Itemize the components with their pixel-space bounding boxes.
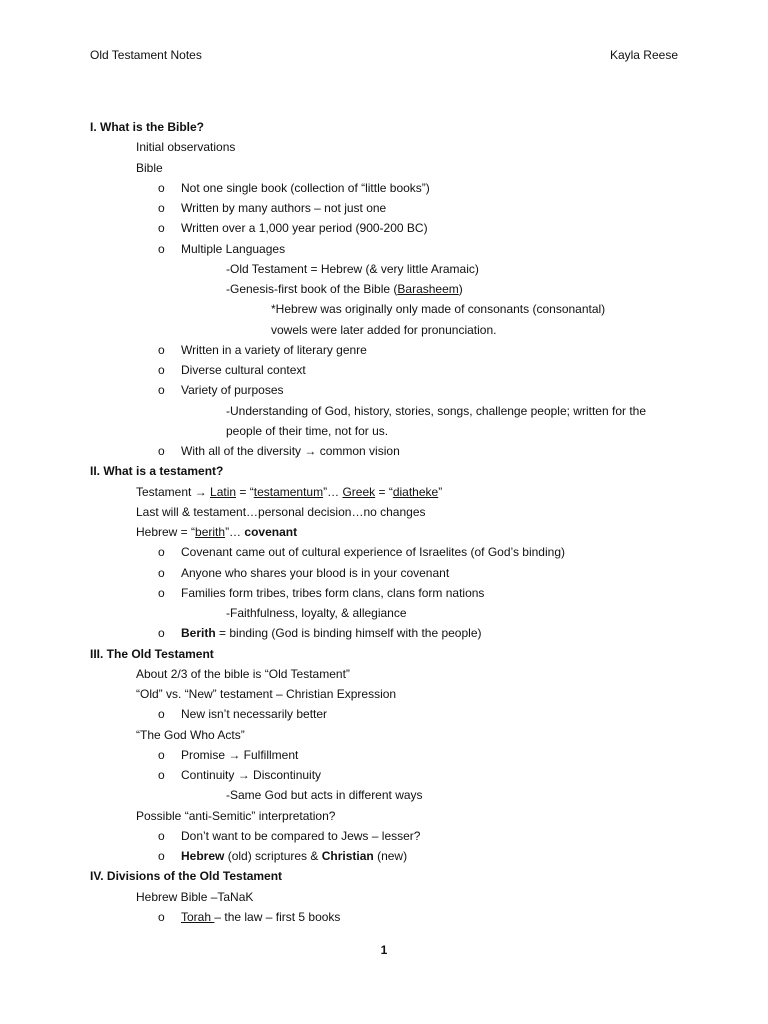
note-text: Variety of purposes [181, 383, 284, 398]
author-name: Kayla Reese [609, 48, 678, 62]
note-text: -Genesis-first book of the Bible ( [226, 282, 398, 296]
note-line [90, 502, 690, 522]
bullet-item [90, 542, 690, 562]
note-text: covenant [244, 525, 298, 539]
note-text: Diverse cultural context [181, 363, 306, 377]
note-text: Christian [321, 849, 374, 863]
note-line [90, 684, 690, 704]
note-line [90, 158, 690, 178]
note-text: = binding (God is binding himself with the people) [215, 626, 482, 641]
note-text: Written by many authors – not just one [181, 201, 387, 215]
note-text: II. What is a testament? [90, 464, 224, 479]
bullet-marker: o [158, 768, 165, 782]
note-text: Greek [342, 484, 376, 499]
note-text: people of their time, not for us. [226, 423, 389, 438]
bullet-item [90, 623, 690, 643]
note-line [90, 664, 690, 684]
bullet-item [90, 441, 690, 461]
note-line [90, 401, 690, 421]
note-line [90, 421, 690, 441]
note-text: Multiple Languages [181, 241, 286, 256]
bullet-item [90, 218, 690, 238]
note-text: – the law – first 5 books [214, 909, 341, 924]
note-text: I. What is the Bible? [90, 120, 205, 134]
bullet-item [90, 360, 690, 380]
note-text: -Old Testament = Hebrew (& very little Aramaic) [226, 261, 479, 276]
bullet-item [90, 704, 690, 724]
note-text: Possible “anti-Semitic” interpretation? [136, 808, 336, 823]
bullet-item [90, 745, 690, 765]
bullet-item [90, 907, 690, 927]
note-text: Anyone who shares your blood is in your covenant [181, 565, 450, 580]
note-line [90, 259, 690, 279]
section-heading [90, 866, 690, 886]
page-number: 1 [380, 943, 388, 957]
bullet-item [90, 583, 690, 603]
bullet-marker: o [158, 444, 165, 458]
bullet-item [90, 198, 690, 218]
note-line [90, 785, 690, 805]
bullet-item [90, 563, 690, 583]
bullet-marker: o [158, 241, 165, 256]
bullet-item [90, 340, 690, 360]
bullet-marker: o [158, 747, 165, 762]
note-text: Testament → [136, 484, 211, 499]
bullet-marker: o [158, 849, 165, 863]
note-text: Promise → Fulfillment [181, 747, 299, 762]
note-text: ” [438, 484, 443, 499]
document-title: Old Testament Notes [90, 48, 202, 62]
note-text: Continuity → Discontinuity [181, 768, 322, 782]
note-text: Covenant came out of cultural experience of Israelites (of God’s binding) [181, 545, 565, 560]
note-text: ”… [323, 484, 343, 499]
note-line [90, 887, 690, 907]
note-text: -Same God but acts in different ways [226, 788, 423, 803]
note-text: Bible [136, 160, 163, 175]
note-text: “The God Who Acts” [136, 727, 245, 742]
section-heading [90, 461, 690, 481]
note-text: Written over a 1,000 year period (900-200 BC) [181, 221, 428, 236]
bullet-item [90, 765, 690, 785]
note-text: Families form tribes, tribes form clans, clans form nations [181, 585, 485, 600]
bullet-marker: o [158, 180, 165, 195]
bullet-item [90, 826, 690, 846]
bullet-marker: o [158, 585, 165, 600]
note-text: (new) [373, 849, 408, 863]
bullet-marker: o [158, 828, 165, 843]
note-text: = “ [236, 484, 254, 499]
note-text: -Faithfulness, loyalty, & allegiance [226, 606, 407, 620]
note-text: Hebrew = “ [136, 525, 196, 539]
bullet-item [90, 846, 690, 866]
bullet-marker: o [158, 383, 165, 398]
note-line [90, 299, 690, 319]
note-text: (old) scriptures & [224, 849, 322, 863]
note-line [90, 137, 690, 157]
note-text: Not one single book (collection of “little books”) [181, 180, 430, 195]
bullet-marker: o [158, 545, 165, 560]
note-text: ”… [225, 525, 245, 539]
bullet-marker: o [158, 565, 165, 580]
note-text: ) [458, 282, 463, 296]
section-heading [90, 644, 690, 664]
note-text: testamentum [253, 484, 324, 499]
note-text: Initial observations [136, 140, 236, 155]
note-text: IV. Divisions of the Old Testament [90, 869, 283, 884]
notes-body [90, 117, 690, 927]
bullet-marker: o [158, 707, 165, 722]
note-text: Barasheem [397, 282, 459, 296]
note-text: Berith [181, 626, 216, 641]
note-text: = “ [375, 484, 393, 499]
note-text: -Understanding of God, history, stories, songs, challenge people; written for the [226, 403, 647, 418]
note-text: berith [195, 525, 226, 539]
note-text: “Old” vs. “New” testament – Christian Expression [136, 687, 397, 701]
note-line [90, 279, 690, 299]
bullet-marker: o [158, 626, 165, 641]
section-heading [90, 117, 690, 137]
note-text: III. The Old Testament [90, 646, 214, 661]
page-header [90, 48, 678, 64]
bullet-marker: o [158, 342, 165, 357]
note-line [90, 320, 690, 340]
bullet-marker: o [158, 201, 165, 215]
note-line [90, 806, 690, 826]
note-text: *Hebrew was originally only made of consonants (consonantal) [271, 302, 606, 317]
note-text: diatheke [392, 484, 439, 499]
note-text: Hebrew [181, 849, 225, 863]
bullet-marker: o [158, 221, 165, 236]
note-line [90, 603, 690, 623]
bullet-item [90, 178, 690, 198]
note-line [90, 482, 690, 502]
note-text: With all of the diversity → common vision [181, 444, 400, 458]
note-text: Torah [181, 909, 215, 924]
bullet-marker: o [158, 363, 165, 377]
note-text: Hebrew Bible –TaNaK [136, 889, 254, 904]
note-text: About 2/3 of the bible is “Old Testament” [136, 666, 350, 681]
bullet-marker: o [158, 909, 165, 924]
note-line [90, 522, 690, 542]
note-text: vowels were later added for pronunciation. [271, 322, 497, 337]
bullet-item [90, 380, 690, 400]
note-text: Don’t want to be compared to Jews – lesser? [181, 828, 421, 843]
note-text: New isn’t necessarily better [181, 707, 328, 722]
bullet-item [90, 239, 690, 259]
note-text: Latin [210, 484, 237, 499]
note-line [90, 725, 690, 745]
note-text: Last will & testament…personal decision…no changes [136, 504, 426, 519]
note-text: Written in a variety of literary genre [181, 342, 367, 357]
